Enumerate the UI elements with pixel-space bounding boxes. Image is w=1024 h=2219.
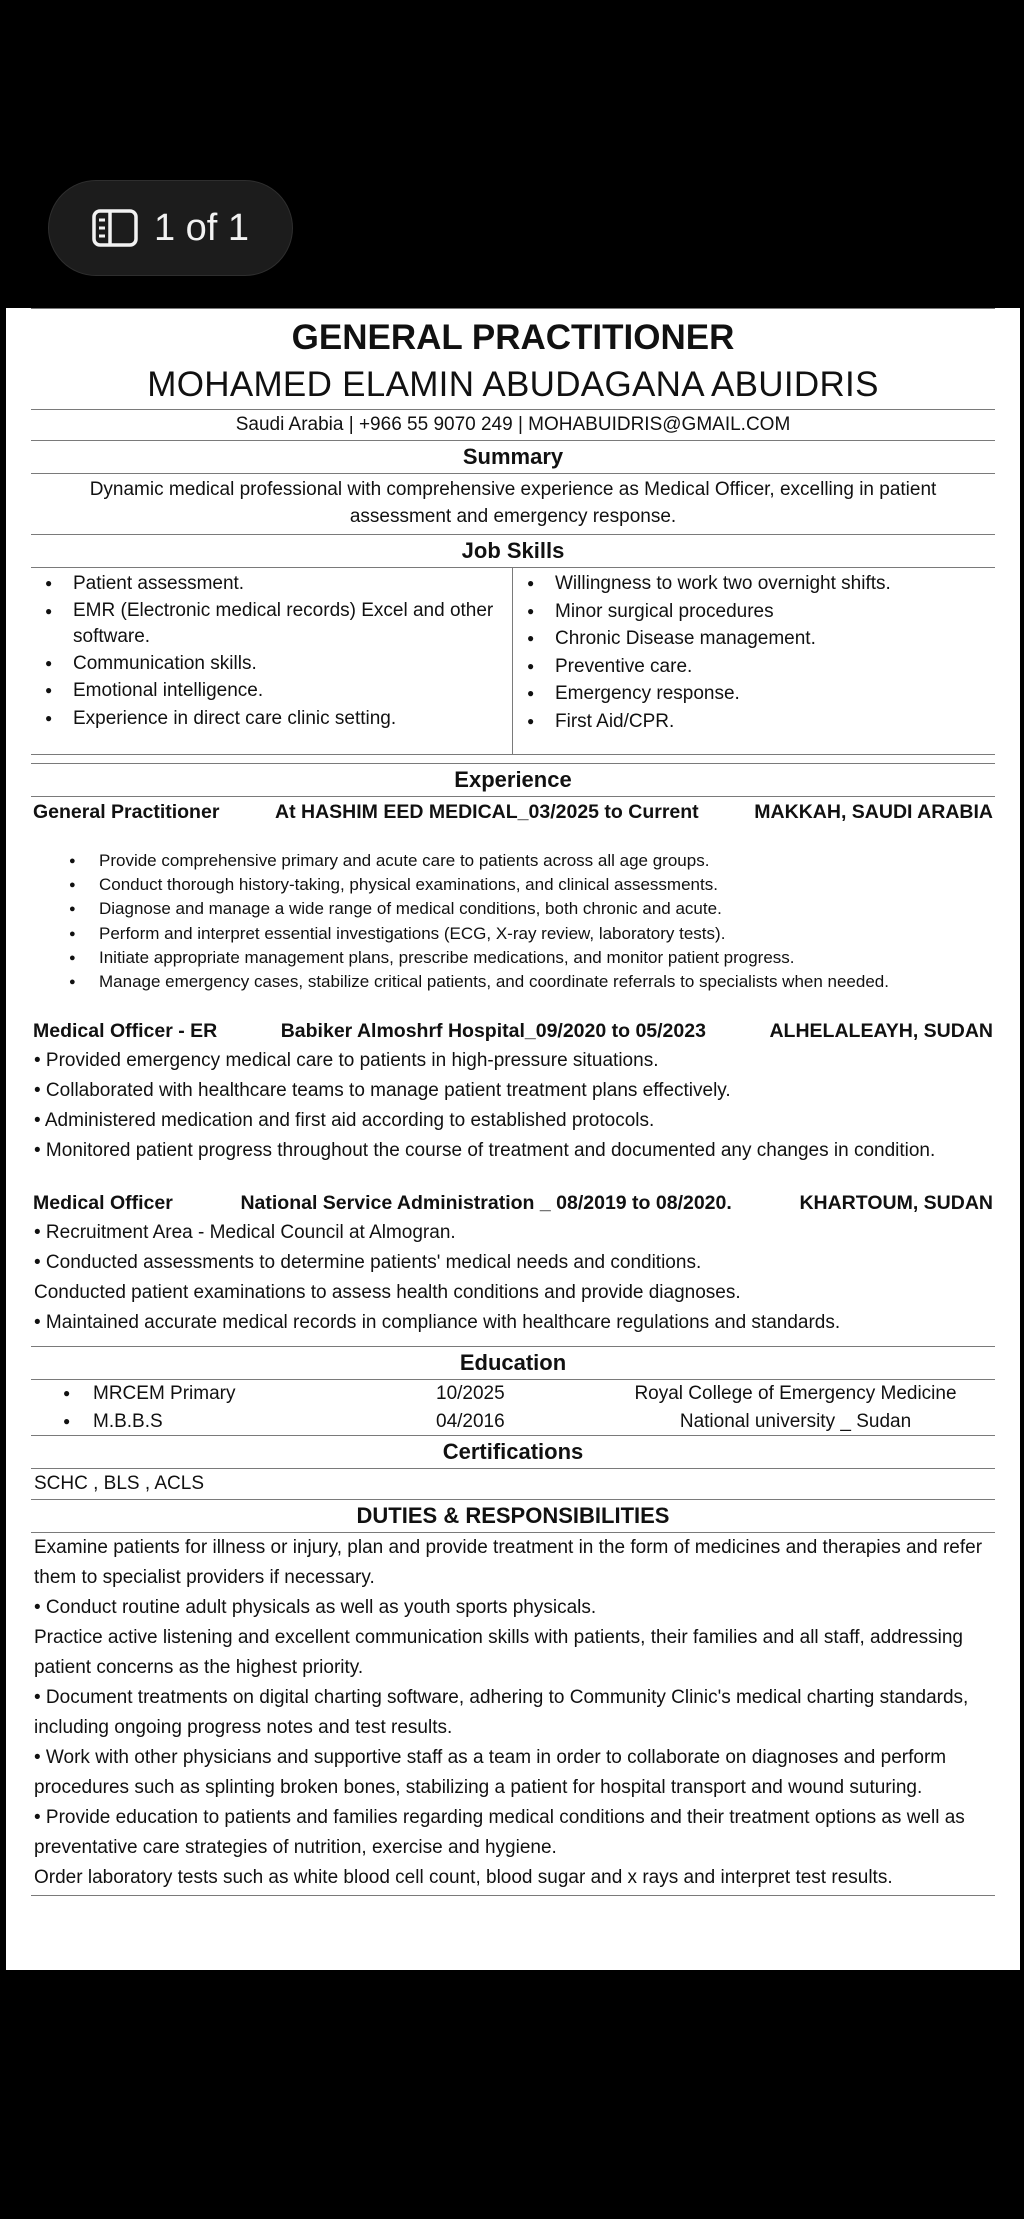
certifications-text: SCHC , BLS , ACLS	[34, 1473, 205, 1495]
job-duty: • Monitored patient progress throughout the course of treatment and documented any changes in condition.	[34, 1140, 936, 1162]
resume-page	[6, 308, 1020, 1970]
job-duty: ● Manage emergency cases, stabilize critical patients, and coordinate referrals to specialists when needed.	[67, 970, 995, 994]
page-indicator-button[interactable]	[48, 180, 293, 276]
job-duty: Conducted patient examinations to assess health conditions and provide diagnoses.	[34, 1282, 741, 1304]
job-duty: • Maintained accurate medical records in compliance with healthcare regulations and standards.	[34, 1312, 841, 1334]
summary-heading: Summary	[462, 444, 564, 469]
duty-paragraph: • Work with other physicians and supportive staff as a team in order to collaborate on diagnoses and perform procedures such as splinting broken bones, stabilizing a patient for hospital transport and wound suturing.	[34, 1747, 947, 1799]
skill-item: ● EMR (Electronic medical records) Excel and other software.	[35, 598, 508, 650]
education-heading: Education	[459, 1350, 567, 1376]
duty-paragraph: • Provide education to patients and families regarding medical conditions and their treatment options as well as preventative care strategies of nutrition, exercise and hygiene.	[34, 1807, 965, 1859]
job-duty: ● Diagnose and manage a wide range of medical conditions, both chronic and acute.	[67, 897, 995, 921]
job-employer: Babiker Almoshrf Hospital_09/2020 to 05/2023	[280, 1020, 706, 1043]
skill-item: ● Emotional intelligence.	[35, 677, 508, 705]
viewer-top-bar	[0, 0, 1024, 308]
job-duty: ● Provide comprehensive primary and acute care to patients across all age groups.	[67, 849, 995, 873]
job-duty: ● Initiate appropriate management plans, prescribe medications, and monitor patient progress.	[67, 946, 995, 970]
duty-paragraph: • Document treatments on digital charting software, adhering to Community Clinic's medical charting standards, including ongoing progress notes and test results.	[34, 1687, 969, 1739]
duty-paragraph: • Conduct routine adult physicals as well as youth sports physicals.	[34, 1597, 597, 1619]
job-duty: • Collaborated with healthcare teams to manage patient treatment plans effectively.	[34, 1080, 731, 1102]
education-institution: Royal College of Emergency Medicine	[634, 1383, 957, 1405]
job-employer: At HASHIM EED MEDICAL_03/2025 to Current	[275, 801, 699, 823]
education-institution: National university _ Sudan	[679, 1410, 912, 1432]
skill-item: ● Patient assessment.	[35, 570, 508, 598]
skill-item: ● Communication skills.	[35, 650, 508, 678]
job-duty: • Administered medication and first aid according to established protocols.	[34, 1110, 655, 1132]
job-duty: ● Conduct thorough history-taking, physical examinations, and clinical assessments.	[67, 873, 995, 897]
skill-item: ● Minor surgical procedures	[517, 598, 991, 626]
job-header	[31, 797, 995, 827]
duty-paragraph: Order laboratory tests such as white blood cell count, blood sugar and x rays and interpret test results.	[34, 1867, 893, 1889]
job-header	[31, 1016, 995, 1046]
page-indicator-label: 1 of 1	[153, 206, 250, 249]
job-role: Medical Officer - ER	[33, 1020, 218, 1043]
page-index-icon	[92, 209, 138, 247]
education-degree: ● M.B.B.S	[31, 1408, 436, 1436]
job-location: MAKKAH, SAUDI ARABIA	[754, 801, 993, 823]
duty-paragraph: Examine patients for illness or injury, plan and provide treatment in the form of medicines and therapies and refer them to specialist providers if necessary.	[34, 1537, 983, 1589]
skill-item: ● Preventive care.	[517, 653, 991, 681]
certifications-heading: Certifications	[442, 1439, 584, 1465]
duty-paragraph: Practice active listening and excellent communication skills with patients, their families and all staff, addressing patient concerns as the highest priority.	[34, 1627, 963, 1679]
resume-title: GENERAL PRACTITIONER	[291, 318, 735, 357]
job-duty: • Recruitment Area - Medical Council at Almogran.	[34, 1222, 456, 1244]
job-role: Medical Officer	[33, 1192, 173, 1215]
job-duty: ● Perform and interpret essential investigations (ECG, X-ray review, laboratory tests).	[67, 922, 995, 946]
contact-line: Saudi Arabia | +966 55 9070 249 | MOHABUIDRIS@GMAIL.COM	[235, 414, 791, 435]
education-date: 10/2025	[436, 1383, 505, 1405]
job-duty: • Conducted assessments to determine patients' medical needs and conditions.	[34, 1252, 702, 1274]
candidate-name: MOHAMED ELAMIN ABUDAGANA ABUIDRIS	[147, 365, 879, 404]
education-degree: ● MRCEM Primary	[31, 1380, 436, 1408]
skill-item: ● Emergency response.	[517, 680, 991, 708]
duties-heading: DUTIES & RESPONSIBILITIES	[356, 1503, 670, 1529]
skills-table	[31, 567, 995, 755]
job-role: General Practitioner	[33, 801, 220, 823]
skills-heading: Job Skills	[461, 538, 565, 563]
skill-item: ● Willingness to work two overnight shifts.	[517, 570, 991, 598]
education-row	[31, 1380, 995, 1408]
education-date: 04/2016	[436, 1410, 505, 1432]
experience-heading: Experience	[454, 767, 572, 792]
job-location: KHARTOUM, SUDAN	[799, 1192, 993, 1215]
education-row	[31, 1408, 995, 1436]
skill-item: ● Chronic Disease management.	[517, 625, 991, 653]
skill-item: ● First Aid/CPR.	[517, 708, 991, 736]
job-header	[31, 1188, 995, 1218]
skill-item: ● Experience in direct care clinic setting.	[35, 705, 508, 733]
viewer-bottom-area	[0, 1970, 1024, 2219]
job-duty: • Provided emergency medical care to patients in high-pressure situations.	[34, 1050, 659, 1072]
job-location: ALHELALEAYH, SUDAN	[769, 1020, 993, 1043]
summary-text: Dynamic medical professional with comprehensive experience as Medical Officer, excelling in patient assessment and emergency response.	[89, 479, 937, 527]
job-employer: National Service Administration _ 08/2019 to 08/2020.	[240, 1192, 732, 1215]
